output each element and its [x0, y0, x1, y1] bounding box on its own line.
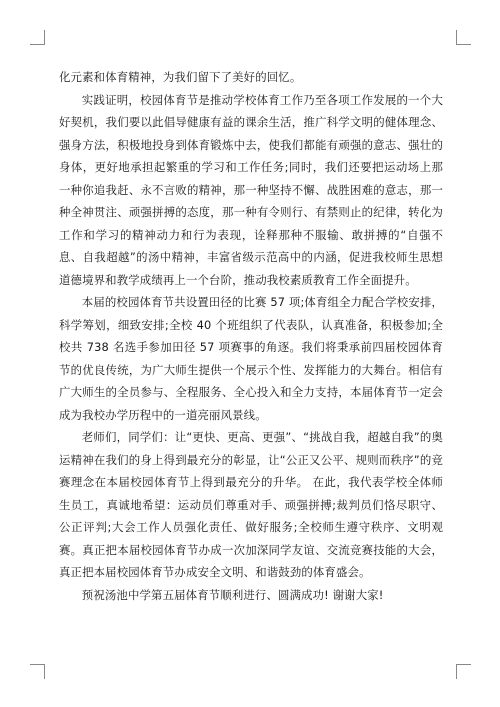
paragraph-4: 老师们，同学们：让“更快、更高、更强”、“挑战自我，超越自我”的奥运精神在我们的身上得到最充分的彰显，让“公正又公平、规则而秩序”的竞赛理念在本届校园体育节上得到最充分的升华。 在此，我代表学校全体师生员工，真诚地希望：运动员们尊重对手、顽强拼搏;裁判员们恪尽职守、公正评判;大会工作人员强化责任、做好服务;全校师生遵守秩序、文明观赛。真正把本届校园体育节办成一次加深同学友谊、交流竞赛技能的大会，真正把本届校园体育节办成安全文明、和谐鼓劲的体育盛会。 [59, 430, 443, 579]
crop-mark-bottom-right [456, 664, 471, 679]
crop-mark-bottom-left [30, 664, 45, 679]
paragraph-5: 预祝汤池中学第五届体育节顺利进行、圆满成功! 谢谢大家! [81, 587, 384, 602]
paragraph-3: 本届的校园体育节共设置田径的比赛 57 项;体育组全力配合学校安排，科学筹划，细致安排;全校 40 个班组织了代表队，认真准备，积极参加;全校共 738 名选手参加田径 57 项赛事的角逐。我们将秉承前四届校园体育节的优良传统，为广大师生提供一个展示个性、发挥能力的大舞台。相信有广大师生的全员参与、全程服务、全心投入和全力支持，本届体育节一定会成为我校办学历程中的一道亮丽风景线。 [59, 295, 443, 422]
document-body [59, 66, 443, 606]
paragraph-1: 化元素和体育精神，为我们留下了美好的回忆。 [59, 70, 302, 84]
paragraph-2: 实践证明，校园体育节是推动学校体育工作乃至各项工作发展的一个大好契机，我们要以此倡导健康有益的课余生活，推广科学文明的健体理念、强身方法，积极地投身到体育锻炼中去，使我们都能有顽强的意志、强壮的身体，更好地承担起繁重的学习和工作任务;同时，我们还要把运动场上那一种你追我赶、永不言败的精神，那一种坚持不懈、战胜困难的意志，那一种全神贯注、顽强拼搏的态度，那一种有令则行、有禁则止的纪律，转化为工作和学习的精神动力和行为表现，诠释那种不服输、敢拼搏的“自强不息、自我超越”的汤中精神，丰富省级示范高中的内涵，促进我校师生思想道德境界和教学成绩再上一个台阶，推动我校素质教育工作全面提升。 [59, 92, 443, 287]
crop-mark-top-right [456, 30, 471, 45]
crop-mark-top-left [30, 30, 45, 45]
